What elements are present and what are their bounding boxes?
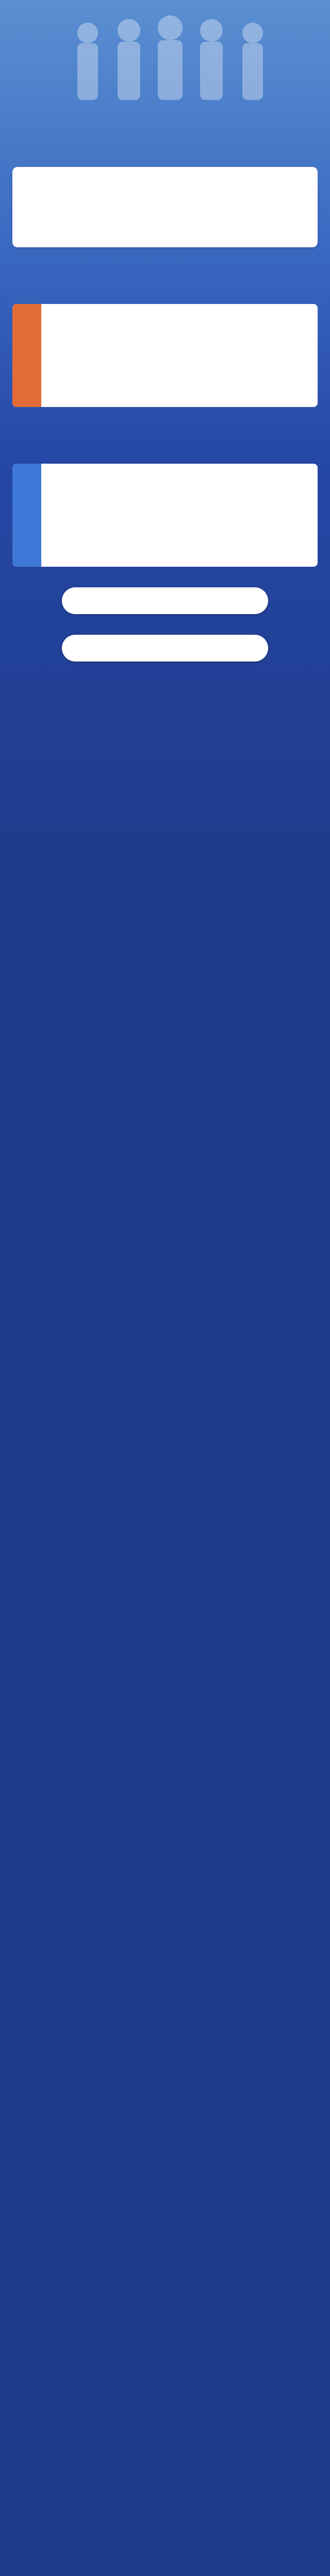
mid-risk-list [41,464,318,567]
mid-risk-tag [12,464,41,567]
mid-risk-count-header [12,422,318,464]
high-risk-tag [12,304,41,407]
mid-risk-block [12,464,318,567]
medical-workers-illustration [41,12,289,100]
high-risk-list [41,304,318,407]
header-banner [0,0,330,155]
intro-card [12,167,318,247]
policy-section-title [62,587,268,614]
silhouette-icon [41,12,289,100]
high-risk-count-header [12,263,318,304]
high-risk-block [12,304,318,407]
airport-section-title [62,635,268,662]
